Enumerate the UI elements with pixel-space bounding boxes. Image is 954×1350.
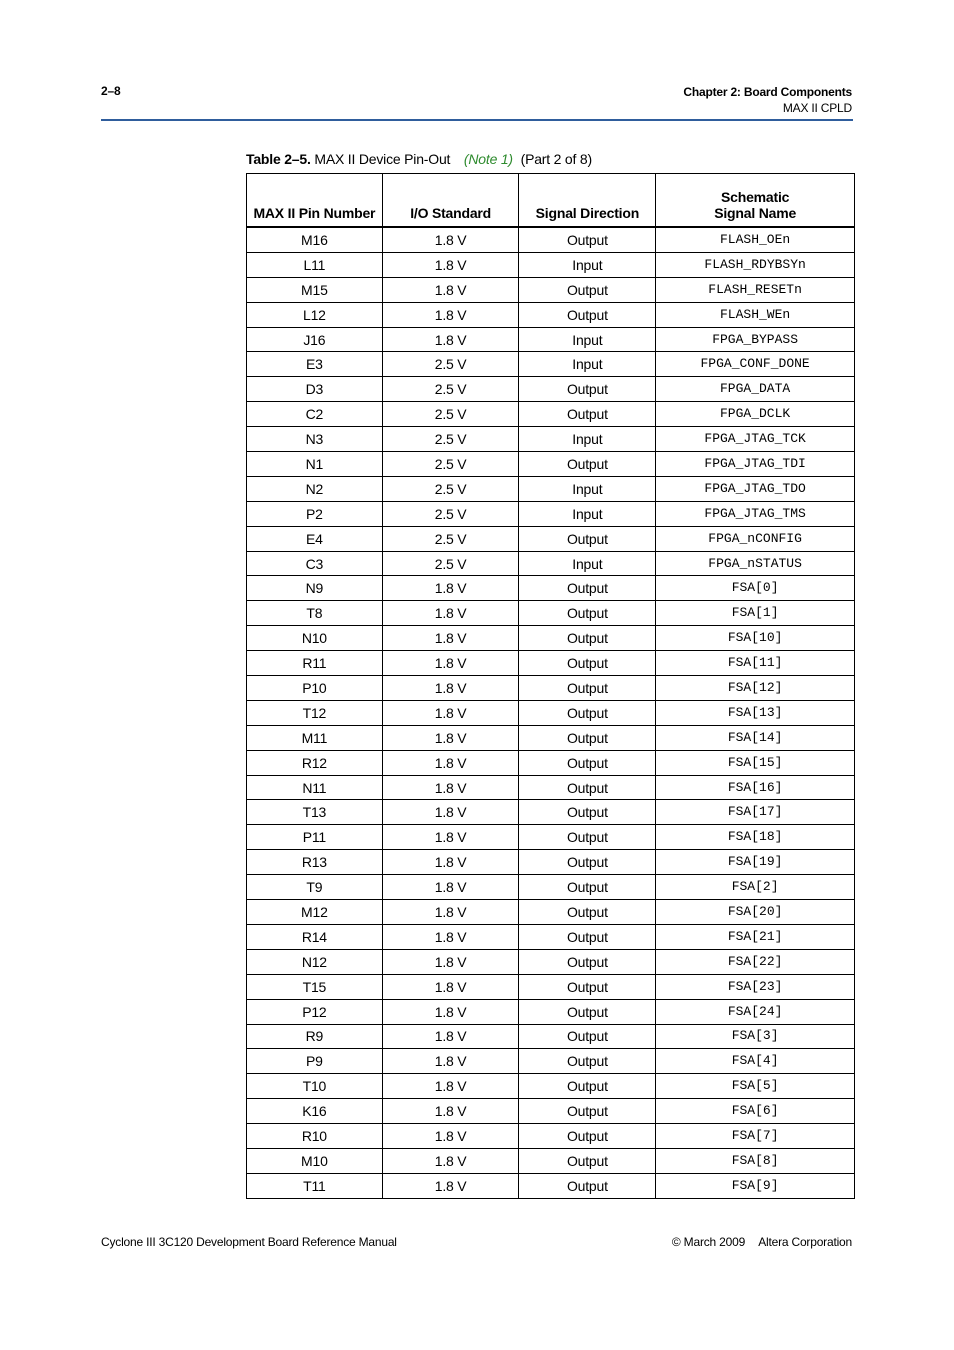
signal-name-cell: FSA[13] <box>656 700 855 725</box>
signal-direction-cell: Input <box>519 352 656 377</box>
signal-direction-cell: Output <box>519 626 656 651</box>
table-row <box>247 924 855 949</box>
io-standard-cell: 1.8 V <box>382 327 519 352</box>
signal-name-cell: FSA[23] <box>656 974 855 999</box>
io-standard-cell: 1.8 V <box>382 949 519 974</box>
pin-number-cell: C2 <box>247 402 383 427</box>
pin-number-cell: P11 <box>247 825 383 850</box>
pin-number-cell: P2 <box>247 501 383 526</box>
signal-name-cell: FLASH_RDYBSYn <box>656 252 855 277</box>
pin-number-cell: M10 <box>247 1148 383 1173</box>
signal-name-cell: FSA[12] <box>656 676 855 701</box>
pin-number-cell: N1 <box>247 452 383 477</box>
pin-number-cell: T9 <box>247 875 383 900</box>
column-header-text: I/O Standard <box>410 205 492 221</box>
signal-name-cell: FSA[4] <box>656 1049 855 1074</box>
pin-number-cell: D3 <box>247 377 383 402</box>
io-standard-cell: 1.8 V <box>382 302 519 327</box>
pin-number-cell: M16 <box>247 227 383 252</box>
table-row <box>247 676 855 701</box>
signal-direction-cell: Output <box>519 775 656 800</box>
pin-number-cell: J16 <box>247 327 383 352</box>
table-row <box>247 850 855 875</box>
io-standard-cell: 1.8 V <box>382 900 519 925</box>
table-row <box>247 875 855 900</box>
pin-number-cell: N2 <box>247 476 383 501</box>
table-row <box>247 750 855 775</box>
table-row <box>247 551 855 576</box>
table-row <box>247 402 855 427</box>
pin-number-cell: N10 <box>247 626 383 651</box>
signal-direction-cell: Input <box>519 551 656 576</box>
pin-number-cell: C3 <box>247 551 383 576</box>
pin-number-cell: N12 <box>247 949 383 974</box>
io-standard-cell: 1.8 V <box>382 974 519 999</box>
io-standard-cell: 2.5 V <box>382 452 519 477</box>
column-header-text: MAX II Pin Number <box>253 205 376 221</box>
table-row <box>247 651 855 676</box>
column-header-text: Signal Name <box>714 205 797 221</box>
signal-direction-cell: Input <box>519 476 656 501</box>
io-standard-cell: 1.8 V <box>382 1049 519 1074</box>
signal-direction-cell: Output <box>519 1074 656 1099</box>
signal-name-cell: FSA[10] <box>656 626 855 651</box>
io-standard-cell: 1.8 V <box>382 825 519 850</box>
pin-number-cell: M11 <box>247 725 383 750</box>
table-row <box>247 476 855 501</box>
io-standard-cell: 2.5 V <box>382 402 519 427</box>
signal-direction-cell: Output <box>519 850 656 875</box>
io-standard-cell: 2.5 V <box>382 352 519 377</box>
signal-direction-cell: Output <box>519 750 656 775</box>
pin-number-cell: P9 <box>247 1049 383 1074</box>
table-row <box>247 949 855 974</box>
table-row <box>247 252 855 277</box>
io-standard-cell: 1.8 V <box>382 1024 519 1049</box>
signal-direction-cell: Output <box>519 1049 656 1074</box>
io-standard-cell: 1.8 V <box>382 626 519 651</box>
io-standard-cell: 1.8 V <box>382 676 519 701</box>
io-standard-cell: 2.5 V <box>382 476 519 501</box>
io-standard-cell: 1.8 V <box>382 651 519 676</box>
signal-direction-cell: Output <box>519 1173 656 1198</box>
signal-name-cell: FSA[8] <box>656 1148 855 1173</box>
table-row <box>247 900 855 925</box>
signal-direction-cell: Output <box>519 526 656 551</box>
io-standard-cell: 2.5 V <box>382 427 519 452</box>
signal-direction-cell: Output <box>519 974 656 999</box>
io-standard-cell: 1.8 V <box>382 924 519 949</box>
table-row <box>247 352 855 377</box>
io-standard-cell: 1.8 V <box>382 725 519 750</box>
manual-title: Cyclone III 3C120 Development Board Reference Manual <box>101 1235 397 1249</box>
table-row <box>247 1074 855 1099</box>
pin-number-cell: N9 <box>247 576 383 601</box>
io-standard-cell: 1.8 V <box>382 1124 519 1149</box>
table-row <box>247 1148 855 1173</box>
table-row <box>247 377 855 402</box>
pin-number-cell: R13 <box>247 850 383 875</box>
pin-number-cell: M15 <box>247 277 383 302</box>
io-standard-cell: 1.8 V <box>382 277 519 302</box>
signal-name-cell: FSA[22] <box>656 949 855 974</box>
io-standard-cell: 1.8 V <box>382 601 519 626</box>
signal-direction-cell: Output <box>519 800 656 825</box>
signal-name-cell: FSA[14] <box>656 725 855 750</box>
io-standard-cell: 1.8 V <box>382 700 519 725</box>
signal-direction-cell: Output <box>519 725 656 750</box>
pin-number-cell: K16 <box>247 1099 383 1124</box>
table-row <box>247 775 855 800</box>
signal-name-cell: FPGA_nCONFIG <box>656 526 855 551</box>
io-standard-cell: 1.8 V <box>382 227 519 252</box>
io-standard-cell: 1.8 V <box>382 999 519 1024</box>
table-row <box>247 1049 855 1074</box>
signal-direction-cell: Output <box>519 601 656 626</box>
table-row <box>247 1124 855 1149</box>
io-standard-cell: 1.8 V <box>382 1173 519 1198</box>
io-standard-cell: 2.5 V <box>382 526 519 551</box>
signal-direction-cell: Input <box>519 252 656 277</box>
io-standard-cell: 2.5 V <box>382 551 519 576</box>
signal-direction-cell: Output <box>519 302 656 327</box>
table-note-link[interactable]: (Note 1) <box>463 151 513 167</box>
pin-number-cell: L12 <box>247 302 383 327</box>
io-standard-cell: 1.8 V <box>382 750 519 775</box>
table-row <box>247 277 855 302</box>
signal-name-cell: FLASH_OEn <box>656 227 855 252</box>
pin-number-cell: E3 <box>247 352 383 377</box>
signal-direction-cell: Output <box>519 1099 656 1124</box>
column-header-io-standard <box>382 174 519 228</box>
signal-direction-cell: Input <box>519 427 656 452</box>
signal-name-cell: FPGA_DATA <box>656 377 855 402</box>
signal-direction-cell: Output <box>519 377 656 402</box>
signal-direction-cell: Input <box>519 327 656 352</box>
pin-out-table <box>246 173 855 1199</box>
signal-name-cell: FLASH_WEn <box>656 302 855 327</box>
signal-name-cell: FSA[20] <box>656 900 855 925</box>
signal-direction-cell: Output <box>519 1124 656 1149</box>
signal-name-cell: FSA[3] <box>656 1024 855 1049</box>
signal-direction-cell: Output <box>519 227 656 252</box>
pin-number-cell: N3 <box>247 427 383 452</box>
signal-name-cell: FLASH_RESETn <box>656 277 855 302</box>
pin-number-cell: N11 <box>247 775 383 800</box>
signal-direction-cell: Output <box>519 700 656 725</box>
signal-direction-cell: Output <box>519 651 656 676</box>
column-header-text: Schematic <box>721 189 790 205</box>
signal-name-cell: FSA[0] <box>656 576 855 601</box>
table-row <box>247 601 855 626</box>
pin-number-cell: R12 <box>247 750 383 775</box>
signal-name-cell: FSA[11] <box>656 651 855 676</box>
signal-name-cell: FPGA_JTAG_TDI <box>656 452 855 477</box>
io-standard-cell: 2.5 V <box>382 377 519 402</box>
signal-name-cell: FSA[17] <box>656 800 855 825</box>
table-row <box>247 800 855 825</box>
pin-number-cell: P12 <box>247 999 383 1024</box>
signal-direction-cell: Output <box>519 949 656 974</box>
signal-direction-cell: Output <box>519 825 656 850</box>
table-header-row <box>247 174 855 228</box>
signal-name-cell: FSA[15] <box>656 750 855 775</box>
table-row <box>247 1173 855 1198</box>
signal-name-cell: FPGA_JTAG_TCK <box>656 427 855 452</box>
table-row <box>247 1099 855 1124</box>
signal-name-cell: FPGA_JTAG_TMS <box>656 501 855 526</box>
signal-name-cell: FSA[6] <box>656 1099 855 1124</box>
io-standard-cell: 1.8 V <box>382 775 519 800</box>
table-row <box>247 526 855 551</box>
io-standard-cell: 2.5 V <box>382 501 519 526</box>
column-header-signal-direction <box>519 174 656 228</box>
signal-name-cell: FSA[9] <box>656 1173 855 1198</box>
table-row <box>247 974 855 999</box>
io-standard-cell: 1.8 V <box>382 252 519 277</box>
table-caption <box>246 151 592 167</box>
signal-direction-cell: Output <box>519 875 656 900</box>
column-header-pin-number <box>247 174 383 228</box>
table-row <box>247 302 855 327</box>
signal-name-cell: FPGA_nSTATUS <box>656 551 855 576</box>
pin-number-cell: T10 <box>247 1074 383 1099</box>
signal-direction-cell: Output <box>519 402 656 427</box>
signal-name-cell: FPGA_BYPASS <box>656 327 855 352</box>
table-row <box>247 227 855 252</box>
signal-direction-cell: Output <box>519 1148 656 1173</box>
pin-number-cell: T11 <box>247 1173 383 1198</box>
signal-name-cell: FSA[7] <box>656 1124 855 1149</box>
table-row <box>247 700 855 725</box>
copyright-date: © March 2009 <box>671 1235 746 1249</box>
io-standard-cell: 1.8 V <box>382 1074 519 1099</box>
company-name: Altera Corporation <box>758 1235 852 1249</box>
signal-name-cell: FPGA_DCLK <box>656 402 855 427</box>
signal-name-cell: FPGA_CONF_DONE <box>656 352 855 377</box>
io-standard-cell: 1.8 V <box>382 1148 519 1173</box>
column-header-text: Signal Direction <box>535 205 640 221</box>
table-row <box>247 452 855 477</box>
pin-number-cell: T12 <box>247 700 383 725</box>
pin-number-cell: L11 <box>247 252 383 277</box>
table-row <box>247 327 855 352</box>
pin-number-cell: E4 <box>247 526 383 551</box>
pin-number-cell: P10 <box>247 676 383 701</box>
signal-direction-cell: Output <box>519 277 656 302</box>
table-row <box>247 1024 855 1049</box>
signal-name-cell: FSA[5] <box>656 1074 855 1099</box>
signal-name-cell: FSA[21] <box>656 924 855 949</box>
page-number: 2–8 <box>101 84 121 98</box>
table-title: MAX II Device Pin-Out <box>314 151 451 167</box>
pin-number-cell: R10 <box>247 1124 383 1149</box>
io-standard-cell: 1.8 V <box>382 1099 519 1124</box>
signal-direction-cell: Output <box>519 452 656 477</box>
signal-direction-cell: Output <box>519 576 656 601</box>
signal-direction-cell: Output <box>519 900 656 925</box>
table-row <box>247 576 855 601</box>
section-title: MAX II CPLD <box>782 101 852 115</box>
signal-direction-cell: Output <box>519 999 656 1024</box>
column-header-signal-name <box>656 174 855 228</box>
signal-direction-cell: Output <box>519 676 656 701</box>
io-standard-cell: 1.8 V <box>382 800 519 825</box>
chapter-title: Chapter 2: Board Components <box>683 85 852 99</box>
table-body <box>247 227 855 1198</box>
pin-number-cell: T15 <box>247 974 383 999</box>
pin-number-cell: T8 <box>247 601 383 626</box>
table-row <box>247 725 855 750</box>
table-number: Table 2–5. <box>246 151 311 167</box>
signal-name-cell: FSA[24] <box>656 999 855 1024</box>
signal-direction-cell: Input <box>519 501 656 526</box>
table-row <box>247 427 855 452</box>
io-standard-cell: 1.8 V <box>382 875 519 900</box>
pin-number-cell: T13 <box>247 800 383 825</box>
pin-number-cell: R9 <box>247 1024 383 1049</box>
io-standard-cell: 1.8 V <box>382 576 519 601</box>
signal-name-cell: FSA[19] <box>656 850 855 875</box>
signal-direction-cell: Output <box>519 1024 656 1049</box>
table-part: (Part 2 of 8) <box>520 151 592 167</box>
pin-number-cell: R11 <box>247 651 383 676</box>
table-row <box>247 825 855 850</box>
signal-direction-cell: Output <box>519 924 656 949</box>
table-row <box>247 501 855 526</box>
signal-name-cell: FPGA_JTAG_TDO <box>656 476 855 501</box>
signal-name-cell: FSA[2] <box>656 875 855 900</box>
pin-number-cell: R14 <box>247 924 383 949</box>
signal-name-cell: FSA[16] <box>656 775 855 800</box>
header-rule <box>101 119 853 121</box>
pin-number-cell: M12 <box>247 900 383 925</box>
signal-name-cell: FSA[18] <box>656 825 855 850</box>
table-row <box>247 626 855 651</box>
running-header <box>683 84 852 116</box>
footer-right <box>672 1235 852 1249</box>
io-standard-cell: 1.8 V <box>382 850 519 875</box>
table-row <box>247 999 855 1024</box>
signal-name-cell: FSA[1] <box>656 601 855 626</box>
